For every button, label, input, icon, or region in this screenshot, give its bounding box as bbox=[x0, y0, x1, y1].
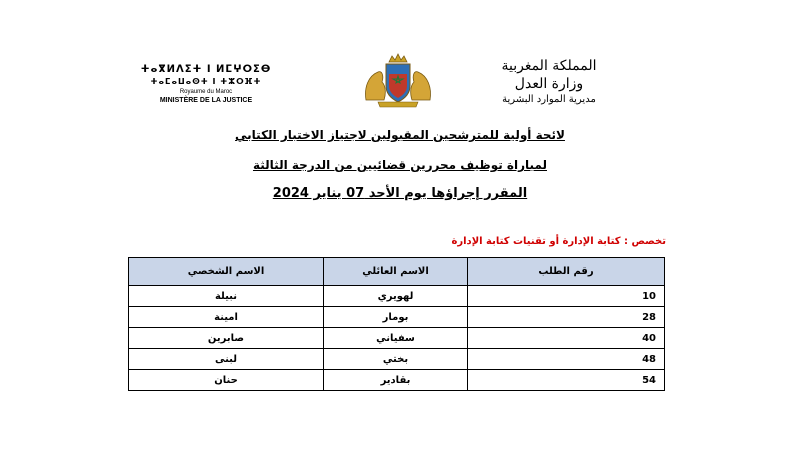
table-row bbox=[129, 328, 665, 349]
table-row bbox=[129, 307, 665, 328]
ministry-header-right bbox=[484, 58, 614, 106]
candidates-table bbox=[128, 257, 665, 391]
ministry-logo-left bbox=[136, 64, 276, 105]
royal-coat-of-arms-icon bbox=[356, 52, 440, 108]
application-number-cell: 40 bbox=[468, 328, 665, 349]
family-name-cell: سفياني bbox=[324, 328, 468, 349]
specialty-label: تخصص : كتابة الإدارة أو تقنيات كتابة الإدارة bbox=[451, 236, 666, 247]
header-first-name: الاسم الشخصي bbox=[129, 258, 324, 286]
ministere-text: MINISTÈRE DE LA JUSTICE bbox=[159, 97, 253, 104]
first-name-cell: صابرين bbox=[129, 328, 324, 349]
table-row bbox=[129, 286, 665, 307]
family-name-cell: بقادير bbox=[324, 370, 468, 391]
first-name-cell: حنان bbox=[129, 370, 324, 391]
first-name-cell: لبنى bbox=[129, 349, 324, 370]
application-number-cell: 54 bbox=[468, 370, 665, 391]
table-row bbox=[129, 349, 665, 370]
family-name-cell: لهويري bbox=[324, 286, 468, 307]
application-number-cell: 48 bbox=[468, 349, 665, 370]
application-number-cell: 28 bbox=[468, 307, 665, 328]
tifinagh-ministry-text: ⵜⴰⵎⴰⵡⴰⵙⵜ ⵏ ⵜⵣⵔⴼⵜ bbox=[150, 77, 262, 86]
first-name-cell: امينة bbox=[129, 307, 324, 328]
document-title-line-3: المقرر إجراؤها يوم الأحد 07 يناير 2024 bbox=[272, 186, 528, 201]
tifinagh-kingdom-text: ⵜⴰⴳⵍⴷⵉⵜ ⵏ ⵍⵎⵖⵔⵉⴱ bbox=[140, 64, 272, 75]
header-family-name: الاسم العائلي bbox=[324, 258, 468, 286]
table-header-row bbox=[129, 258, 665, 286]
first-name-cell: نبيلة bbox=[129, 286, 324, 307]
royaume-text: Royaume du Maroc bbox=[179, 89, 233, 95]
directorate-name: مديرية الموارد البشرية bbox=[502, 94, 596, 105]
kingdom-name: المملكة المغربية bbox=[501, 58, 597, 74]
table-row bbox=[129, 370, 665, 391]
ministry-name: وزارة العدل bbox=[514, 76, 584, 92]
document-title-line-2: لمباراة توظيف محررين قضائيين من الدرجة الثالثة bbox=[252, 158, 547, 172]
application-number-cell: 10 bbox=[468, 286, 665, 307]
document-title-line-1: لائحة أولية للمترشحين المقبولين لاجتياز الاختبار الكتابي bbox=[235, 128, 565, 142]
header-application-number: رقم الطلب bbox=[468, 258, 665, 286]
family-name-cell: بومار bbox=[324, 307, 468, 328]
family-name-cell: بختي bbox=[324, 349, 468, 370]
